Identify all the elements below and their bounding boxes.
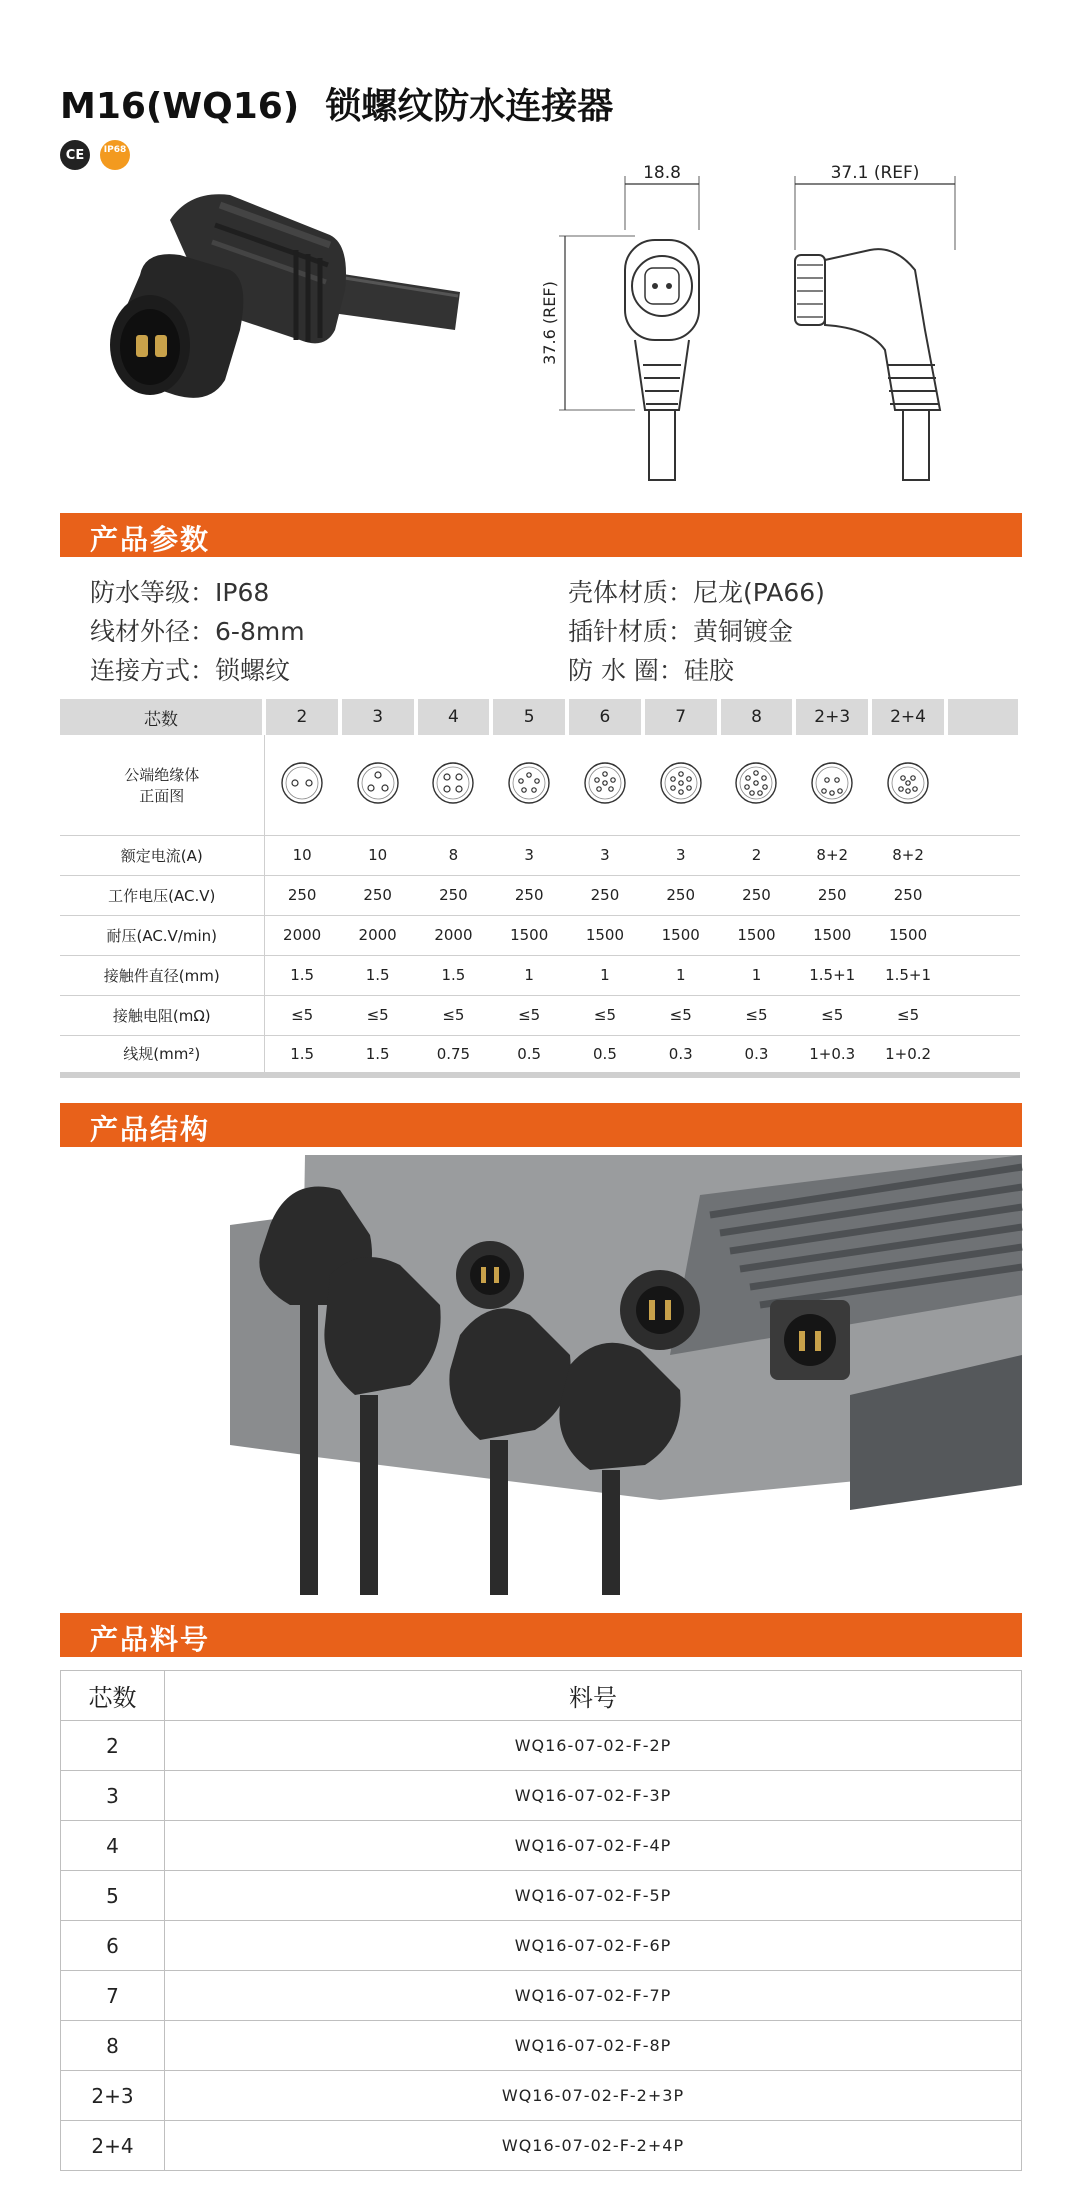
param-value: 黄铜镀金 xyxy=(693,617,794,646)
spec-value: 1500 xyxy=(870,915,946,955)
pin-face-cell xyxy=(870,735,946,835)
spec-value: 1500 xyxy=(567,915,643,955)
table-row xyxy=(61,2121,1022,2171)
spec-value: 0.75 xyxy=(416,1035,492,1075)
part-number: WQ16-07-02-F-7P xyxy=(165,1971,1022,2021)
spec-value: ≤5 xyxy=(719,995,795,1035)
core-count-header: 2+3 xyxy=(794,699,870,735)
spec-value: 1+0.3 xyxy=(794,1035,870,1075)
core-count-header: 8 xyxy=(719,699,795,735)
pin-face-icon xyxy=(583,761,627,805)
part-numbers-section-header xyxy=(60,1613,1022,1657)
pin-face-cell xyxy=(340,735,416,835)
core-count: 8 xyxy=(61,2021,165,2071)
spec-value: 0.3 xyxy=(643,1035,719,1075)
spec-row-label: 工作电压(AC.V) xyxy=(60,875,264,915)
table-row xyxy=(61,1871,1022,1921)
pin-face-icon xyxy=(431,761,475,805)
spec-value: 10 xyxy=(340,835,416,875)
core-count-header: 7 xyxy=(643,699,719,735)
spec-value: ≤5 xyxy=(567,995,643,1035)
spec-row-spacer xyxy=(946,875,1020,915)
part-number: WQ16-07-02-F-2+4P xyxy=(165,2121,1022,2171)
core-count-header: 5 xyxy=(491,699,567,735)
param-label: 壳体材质： xyxy=(568,578,694,607)
param-value: 锁螺纹 xyxy=(215,656,291,685)
params-row xyxy=(90,651,990,690)
ip68-badge-icon: IP68 xyxy=(100,140,130,170)
part-number: WQ16-07-02-F-3P xyxy=(165,1771,1022,1821)
spec-value: 250 xyxy=(340,875,416,915)
spec-row-spacer xyxy=(946,1035,1020,1075)
pin-face-cell xyxy=(264,735,340,835)
part-numbers-section-title: 产品料号 xyxy=(90,1623,211,1656)
spec-value: ≤5 xyxy=(340,995,416,1035)
spec-value: 1.5 xyxy=(340,1035,416,1075)
spec-value: 1.5 xyxy=(264,1035,340,1075)
spec-header-row xyxy=(60,699,1020,735)
table-row xyxy=(61,1921,1022,1971)
pin-face-icon xyxy=(659,761,703,805)
spec-value: 1500 xyxy=(491,915,567,955)
pin-face-row xyxy=(60,735,1020,835)
pin-face-icon xyxy=(734,761,778,805)
length-dimension: 37.1 (REF) xyxy=(830,163,920,183)
spec-value: 8 xyxy=(416,835,492,875)
spec-value: ≤5 xyxy=(491,995,567,1035)
spec-value: 2 xyxy=(719,835,795,875)
params-section-header xyxy=(60,513,1022,557)
param-value: 6-8mm xyxy=(215,617,305,646)
width-dimension: 18.8 xyxy=(643,163,681,183)
params-section-title: 产品参数 xyxy=(90,523,211,556)
param-value: IP68 xyxy=(215,578,270,607)
spec-value: 1+0.2 xyxy=(870,1035,946,1075)
spec-header-spacer xyxy=(946,699,1020,735)
param-label: 线材外径： xyxy=(90,617,216,646)
pin-face-label: 公端绝缘体 正面图 xyxy=(60,735,264,835)
spec-row-label: 线规(mm²) xyxy=(60,1035,264,1075)
spec-value: ≤5 xyxy=(794,995,870,1035)
spec-value: 1 xyxy=(491,955,567,995)
spec-value: 2000 xyxy=(340,915,416,955)
spec-value: 3 xyxy=(643,835,719,875)
params-list xyxy=(90,573,990,690)
spec-table xyxy=(60,699,1022,1078)
spec-value: 8+2 xyxy=(794,835,870,875)
pin-face-cell xyxy=(416,735,492,835)
pin-face-cell xyxy=(794,735,870,835)
side-view-drawing xyxy=(775,160,975,490)
spec-value: 1 xyxy=(567,955,643,995)
spec-value: 1.5 xyxy=(340,955,416,995)
coupling-nut-image xyxy=(110,254,243,398)
spec-value: 1.5 xyxy=(416,955,492,995)
pin-face-icon xyxy=(280,761,324,805)
param-label: 防 水 圈： xyxy=(568,656,684,685)
spec-row xyxy=(60,955,1020,995)
spec-value: 250 xyxy=(491,875,567,915)
structure-section-header xyxy=(60,1103,1022,1147)
spec-value: 1 xyxy=(719,955,795,995)
product-name: 锁螺纹防水连接器 xyxy=(325,86,614,127)
part-number: WQ16-07-02-F-4P xyxy=(165,1821,1022,1871)
spec-value: 10 xyxy=(264,835,340,875)
spec-value: 1500 xyxy=(643,915,719,955)
part-number: WQ16-07-02-F-5P xyxy=(165,1871,1022,1921)
spec-value: 1.5+1 xyxy=(794,955,870,995)
spec-row xyxy=(60,835,1020,875)
height-dimension: 37.6 (REF) xyxy=(540,281,559,365)
spec-row-spacer xyxy=(946,955,1020,995)
pin-face-icon xyxy=(507,761,551,805)
spec-value: 1500 xyxy=(719,915,795,955)
spec-value: 250 xyxy=(416,875,492,915)
spec-row-label: 耐压(AC.V/min) xyxy=(60,915,264,955)
page-title xyxy=(60,78,613,129)
spec-row-label: 接触电阻(mΩ) xyxy=(60,995,264,1035)
param-label: 插针材质： xyxy=(568,617,694,646)
table-row xyxy=(61,1821,1022,1871)
core-count: 2+4 xyxy=(61,2121,165,2171)
table-row xyxy=(61,2021,1022,2071)
spec-row-spacer xyxy=(946,835,1020,875)
spec-row-label: 额定电流(A) xyxy=(60,835,264,875)
pin-face-spacer xyxy=(946,735,1020,835)
core-count: 5 xyxy=(61,1871,165,1921)
part-number-table xyxy=(60,1670,1022,2171)
spec-row xyxy=(60,1035,1020,1075)
spec-value: 3 xyxy=(491,835,567,875)
front-view-drawing xyxy=(540,160,745,490)
spec-value: 2000 xyxy=(264,915,340,955)
spec-value: 1500 xyxy=(794,915,870,955)
spec-row xyxy=(60,915,1020,955)
params-row xyxy=(90,612,990,651)
spec-value: ≤5 xyxy=(264,995,340,1035)
table-row xyxy=(61,1721,1022,1771)
table-row xyxy=(61,2071,1022,2121)
param-label: 防水等级： xyxy=(90,578,216,607)
spec-row xyxy=(60,875,1020,915)
core-count-header: 2+4 xyxy=(870,699,946,735)
spec-value: 250 xyxy=(870,875,946,915)
param-value: 尼龙(PA66) xyxy=(693,578,825,607)
spec-value: 250 xyxy=(794,875,870,915)
core-count: 4 xyxy=(61,1821,165,1871)
core-count-header: 6 xyxy=(567,699,643,735)
spec-value: 0.5 xyxy=(567,1035,643,1075)
part-number: WQ16-07-02-F-2+3P xyxy=(165,2071,1022,2121)
core-count: 3 xyxy=(61,1771,165,1821)
spec-row-label: 接触件直径(mm) xyxy=(60,955,264,995)
spec-value: 250 xyxy=(567,875,643,915)
part-table-header xyxy=(61,1671,1022,1721)
spec-row-spacer xyxy=(946,915,1020,955)
param-label: 连接方式： xyxy=(90,656,216,685)
spec-value: ≤5 xyxy=(416,995,492,1035)
pin-face-icon xyxy=(356,761,400,805)
ce-mark-icon: CE xyxy=(60,140,90,170)
spec-value: 8+2 xyxy=(870,835,946,875)
spec-value: 3 xyxy=(567,835,643,875)
pin-face-icon xyxy=(810,761,854,805)
core-count: 7 xyxy=(61,1971,165,2021)
cores-header: 芯数 xyxy=(61,1671,165,1721)
spec-value: 1 xyxy=(643,955,719,995)
core-count: 6 xyxy=(61,1921,165,1971)
core-count: 2+3 xyxy=(61,2071,165,2121)
spec-value: ≤5 xyxy=(643,995,719,1035)
part-number: WQ16-07-02-F-6P xyxy=(165,1921,1022,1971)
spec-value: 0.5 xyxy=(491,1035,567,1075)
product-image xyxy=(100,180,470,420)
pin-face-cell xyxy=(491,735,567,835)
spec-header-label: 芯数 xyxy=(60,699,264,735)
core-count-header: 3 xyxy=(340,699,416,735)
application-photo xyxy=(230,1155,1022,1595)
part-number-header: 料号 xyxy=(165,1671,1022,1721)
pin-face-cell xyxy=(719,735,795,835)
spec-row xyxy=(60,995,1020,1035)
spec-value: ≤5 xyxy=(870,995,946,1035)
core-count-header: 2 xyxy=(264,699,340,735)
spec-value: 1.5 xyxy=(264,955,340,995)
core-count: 2 xyxy=(61,1721,165,1771)
pin-face-cell xyxy=(567,735,643,835)
spec-value: 250 xyxy=(264,875,340,915)
spec-row-spacer xyxy=(946,995,1020,1035)
spec-value: 2000 xyxy=(416,915,492,955)
table-row xyxy=(61,1771,1022,1821)
params-row xyxy=(90,573,990,612)
pin-face-icon xyxy=(886,761,930,805)
part-number: WQ16-07-02-F-8P xyxy=(165,2021,1022,2071)
core-count-header: 4 xyxy=(416,699,492,735)
table-row xyxy=(61,1971,1022,2021)
param-value: 硅胶 xyxy=(683,656,734,685)
part-number: WQ16-07-02-F-2P xyxy=(165,1721,1022,1771)
pin-face-cell xyxy=(643,735,719,835)
spec-value: 0.3 xyxy=(719,1035,795,1075)
model-name: M16(WQ16) xyxy=(60,86,300,127)
structure-section-title: 产品结构 xyxy=(90,1113,211,1146)
spec-value: 250 xyxy=(643,875,719,915)
spec-value: 1.5+1 xyxy=(870,955,946,995)
spec-value: 250 xyxy=(719,875,795,915)
certification-badges xyxy=(60,140,130,170)
